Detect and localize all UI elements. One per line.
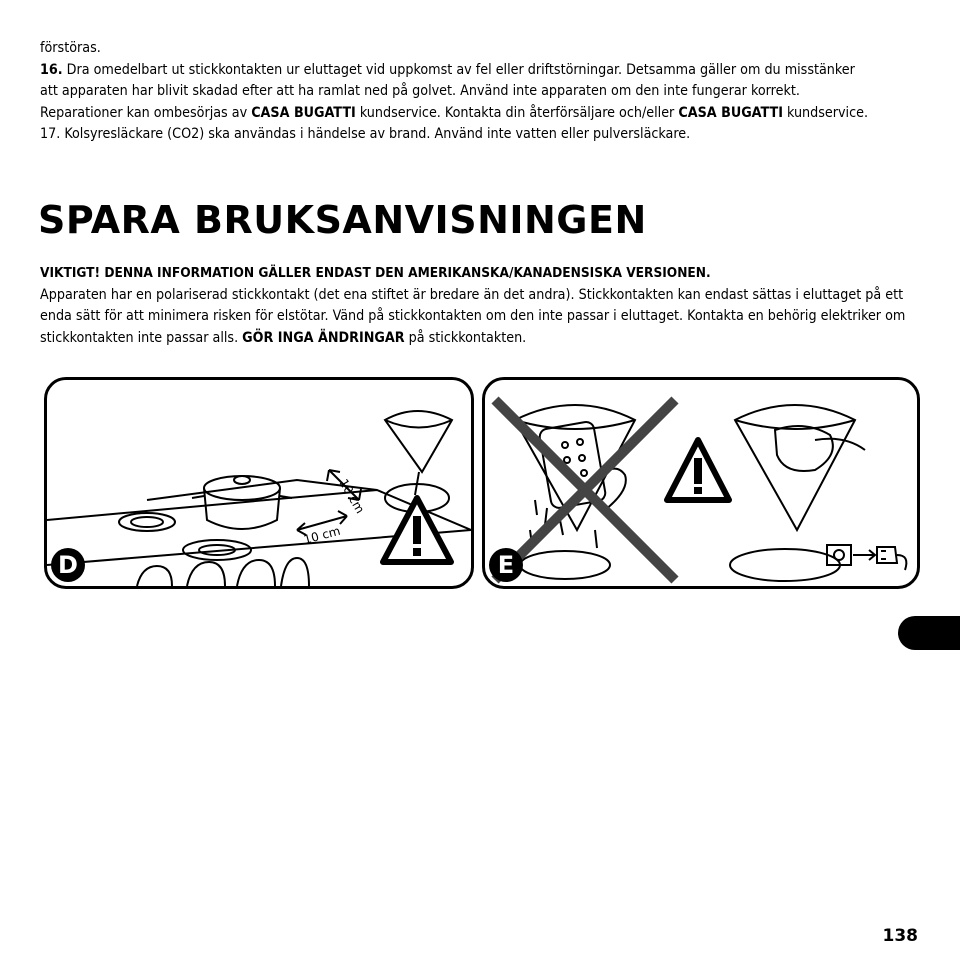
repair-text-c: kundservice. bbox=[782, 104, 869, 121]
distance-label-2: 10 cm bbox=[302, 523, 342, 547]
important-notice: VIKTIGT! DENNA INFORMATION GÄLLER ENDAST DEN AMERIKANSKA/KANADENSISKA VERSIONEN. bbox=[40, 265, 711, 281]
item-number: 16. bbox=[40, 61, 63, 78]
section-tab-marker bbox=[898, 616, 960, 650]
instruction-16-text: Dra omedelbart ut stickkontakten ur eluttaget vid uppkomst av fel eller driftstörningar. Detsamma gäller om du misstänker bbox=[62, 61, 855, 78]
section-heading: SPARA BRUKSANVISNINGEN bbox=[38, 198, 647, 242]
page-number: 138 bbox=[882, 926, 918, 946]
figure-d-panel bbox=[44, 377, 474, 589]
figure-e-illustration bbox=[485, 380, 917, 586]
brand-name: CASA BUGATTI bbox=[251, 104, 356, 121]
notice-body-text: Apparaten har en polariserad stickkontakt (det ena stiftet är bredare än det andra). Stickkontakten kan endast sättas i eluttaget på ett enda sätt för att minimera risken för elstötar. Vänd på stickkontakten om den inte passar i eluttaget. Kontakta en behörig elektriker om stickkontakten inte passar alls. bbox=[40, 286, 906, 346]
repair-text-b: kundservice. Kontakta din återförsäljare och/eller bbox=[355, 104, 679, 121]
safety-instructions bbox=[40, 38, 920, 146]
instruction-16-cont: att apparaten har blivit skadad efter att ha ramlat ned på golvet. Använd inte apparaten om den inte fungerar korrekt. bbox=[40, 83, 800, 99]
figure-e-panel bbox=[482, 377, 920, 589]
repair-text-a: Reparationer kan ombesörjas av bbox=[40, 104, 252, 121]
instruction-16-repair bbox=[40, 103, 920, 125]
notice-body-end: på stickkontakten. bbox=[404, 329, 527, 346]
warning-icon bbox=[667, 440, 729, 500]
figure-e-badge: E bbox=[489, 548, 523, 582]
line-1: förstöras. bbox=[40, 40, 101, 56]
figure-d-illustration bbox=[47, 380, 471, 586]
polarized-plug-notice bbox=[40, 263, 920, 349]
distance-label-1: 10 cm bbox=[336, 476, 368, 516]
brand-name: CASA BUGATTI bbox=[678, 104, 783, 121]
figure-d-badge: D bbox=[51, 548, 85, 582]
instruction-16 bbox=[40, 60, 920, 82]
notice-emphasis: GÖR INGA ÄNDRINGAR bbox=[242, 329, 405, 346]
notice-body bbox=[40, 285, 920, 350]
instruction-17: 17. Kolsyresläckare (CO2) ska användas i händelse av brand. Använd inte vatten eller pulversläckare. bbox=[40, 126, 691, 142]
